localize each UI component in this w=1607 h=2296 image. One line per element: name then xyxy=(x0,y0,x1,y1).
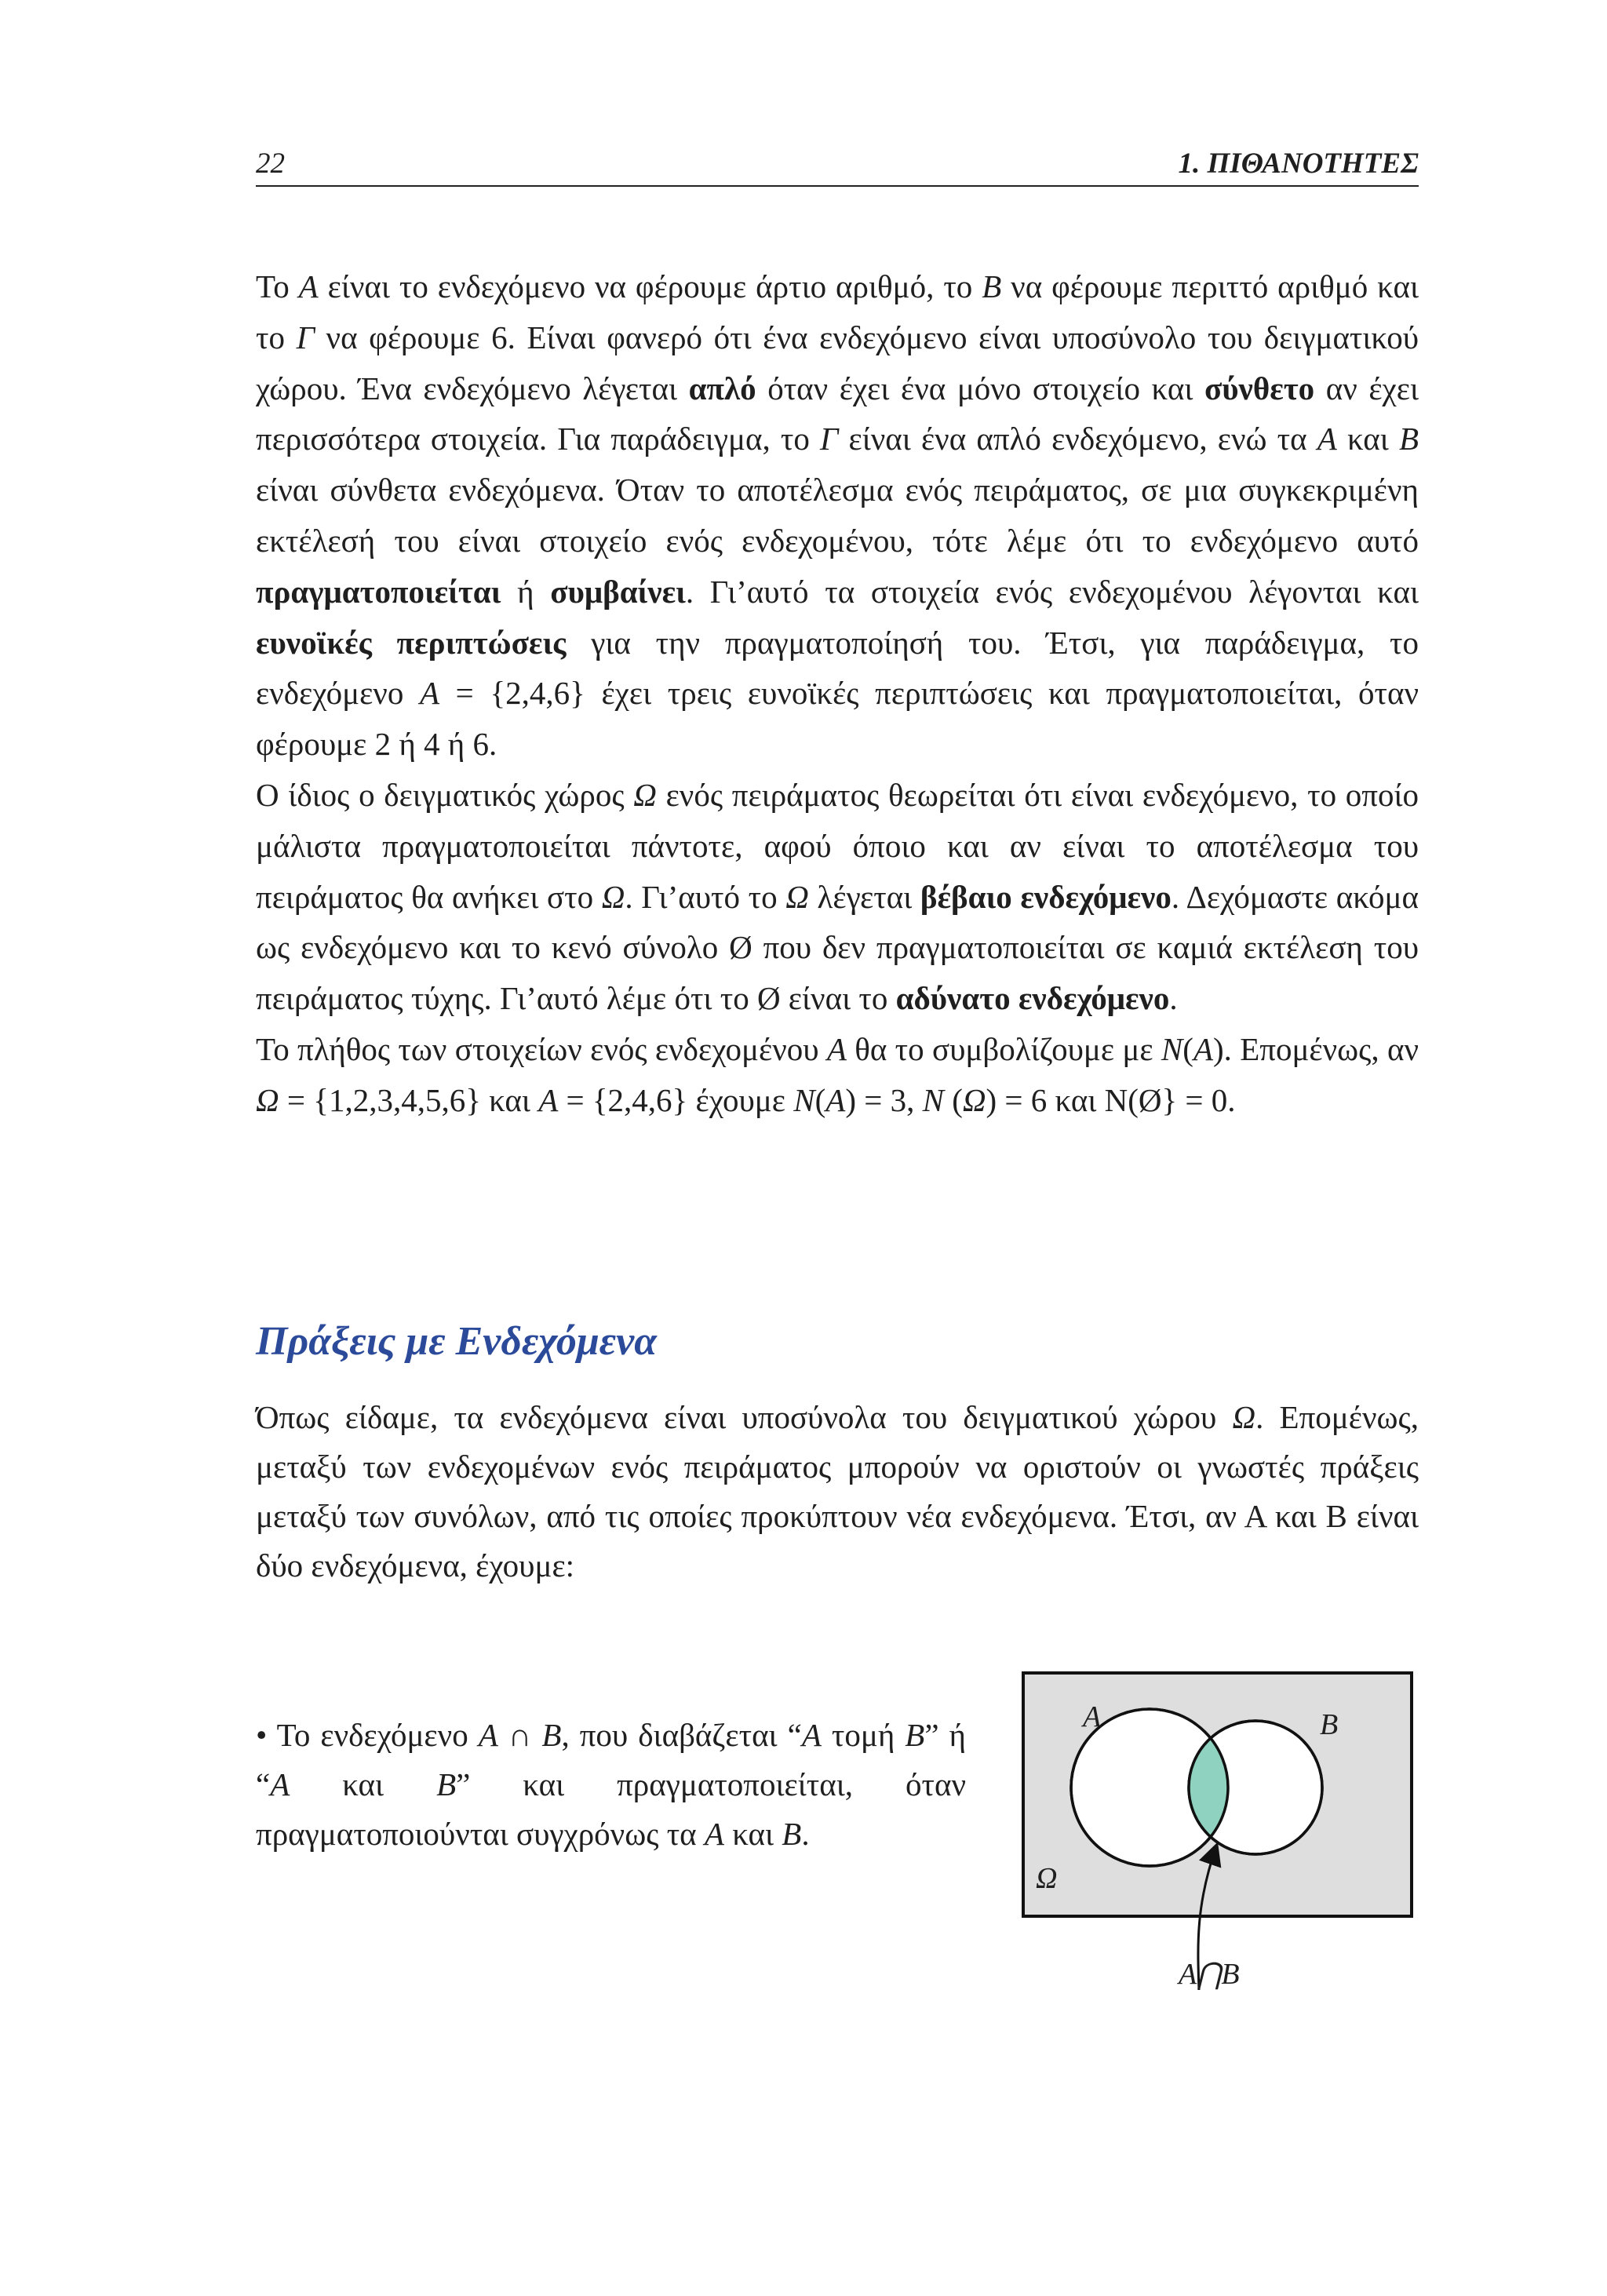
label-intersection: Α⋂Β xyxy=(1179,1958,1240,1990)
venn-diagram xyxy=(1020,1670,1420,1990)
term-occurs: πραγματοποιείται xyxy=(256,573,501,610)
paragraph-certain-impossible: Ο ίδιος ο δειγματικός χώρος Ω ενός πειράματος θεωρείται ότι είναι ενδεχόμενο, το οποίο μάλιστα πραγματοποιείται πάντοτε, αφού όποιο και αν είναι το αποτέλεσμα του πειράματος θα ανήκει στο Ω. Γι’αυτό το Ω λέγεται βέβαιο ενδεχόμενο. Δεχόμαστε ακόμα ως ενδεχόμενο και το κενό σύνολο Ø που δεν πραγματοποιείται σε καμιά εκτέλεση του πειράματος τύχης. Γι’αυτό λέμε ότι το Ø είναι το αδύνατο ενδεχόμενο. xyxy=(256,776,1419,1017)
page-header xyxy=(256,148,1419,187)
bullet-intersection: • Το ενδεχόμενο Α ∩ Β, που διαβάζεται “Α τομή Β” ή “Α και Β” και πραγματοποιείται, όταν πραγματοποιούνται συγχρόνως τα Α και Β. xyxy=(256,1717,967,1852)
paragraph-operations-intro: Όπως είδαμε, τα ενδεχόμενα είναι υποσύνολα του δειγματικού χώρου Ω. Επομένως, μεταξύ των ενδεχομένων ενός πειράματος μπορούν να οριστούν οι γνωστές πράξεις μεταξύ των συνόλων, από τις οποίες προκύπτουν νέα ενδεχόμενα. Έτσι, αν Α και Β είναι δύο ενδεχόμενα, έχουμε: xyxy=(256,1399,1419,1584)
term-happens: συμβαίνει xyxy=(550,573,686,610)
paragraph-events-definition: Το Α είναι το ενδεχόμενο να φέρουμε άρτιο αριθμό, το Β να φέρουμε περιττό αριθμό και το Γ να φέρουμε 6. Είναι φανερό ότι ένα ενδεχόμενο είναι υποσύνολο του δειγματικού χώρου. Ένα ενδεχόμενο λέγεται απλό όταν έχει ένα μόνο στοιχείο και σύνθετο αν έχει περισσότερα στοιχεία. Για παράδειγμα, το Γ είναι ένα απλό ενδεχόμενο, ενώ τα Α και Β είναι σύνθετα ενδεχόμενα. Όταν το αποτέλεσμα ενός πειράματος, σε μια συγκεκριμένη εκτέλεσή του είναι στοιχείο ενός ενδεχομένου, τότε λέμε ότι το ενδεχόμενο αυτό πραγματοποιείται ή συμβαίνει. Γι’αυτό τα στοιχεία ενός ενδεχομένου λέγονται και ευνοϊκές περιπτώσεις για την πραγματοποίησή του. Έτσι, για παράδειγμα, το ενδεχόμενο Α = {2,4,6} έχει τρεις ευνοϊκές περιπτώσεις και πραγματοποιείται, όταν φέρουμε 2 ή 4 ή 6. xyxy=(256,268,1419,763)
chapter-title: 1. ΠΙΘΑΝΟΤΗΤΕΣ xyxy=(1178,148,1419,180)
venn-svg xyxy=(1020,1670,1420,1990)
label-a: Α xyxy=(1083,1700,1102,1733)
intersection-definition xyxy=(256,1711,966,1859)
section-title: Πράξεις με Ενδεχόμενα xyxy=(256,1319,657,1364)
paragraph-cardinality: Το πλήθος των στοιχείων ενός ενδεχομένου Α θα το συμβολίζουμε με N(Α). Επομένως, αν Ω = {1,2,3,4,5,6} και Α = {2,4,6} έχουμε N(Α) = 3, N (Ω) = 6 και N(Ø} = 0. xyxy=(256,1030,1419,1118)
term-certain-event: βέβαιο ενδεχόμενο xyxy=(920,878,1172,915)
term-favorable-cases: ευνοϊκές περιπτώσεις xyxy=(256,624,567,661)
label-b: Β xyxy=(1320,1708,1339,1741)
term-impossible-event: αδύνατο ενδεχόμενο xyxy=(895,980,1170,1017)
page-number: 22 xyxy=(256,148,285,180)
term-compound: σύνθετο xyxy=(1204,370,1315,406)
main-text xyxy=(256,261,1419,1126)
label-omega: Ω xyxy=(1036,1862,1058,1895)
term-simple: απλό xyxy=(688,370,756,406)
section-intro xyxy=(256,1393,1419,1591)
